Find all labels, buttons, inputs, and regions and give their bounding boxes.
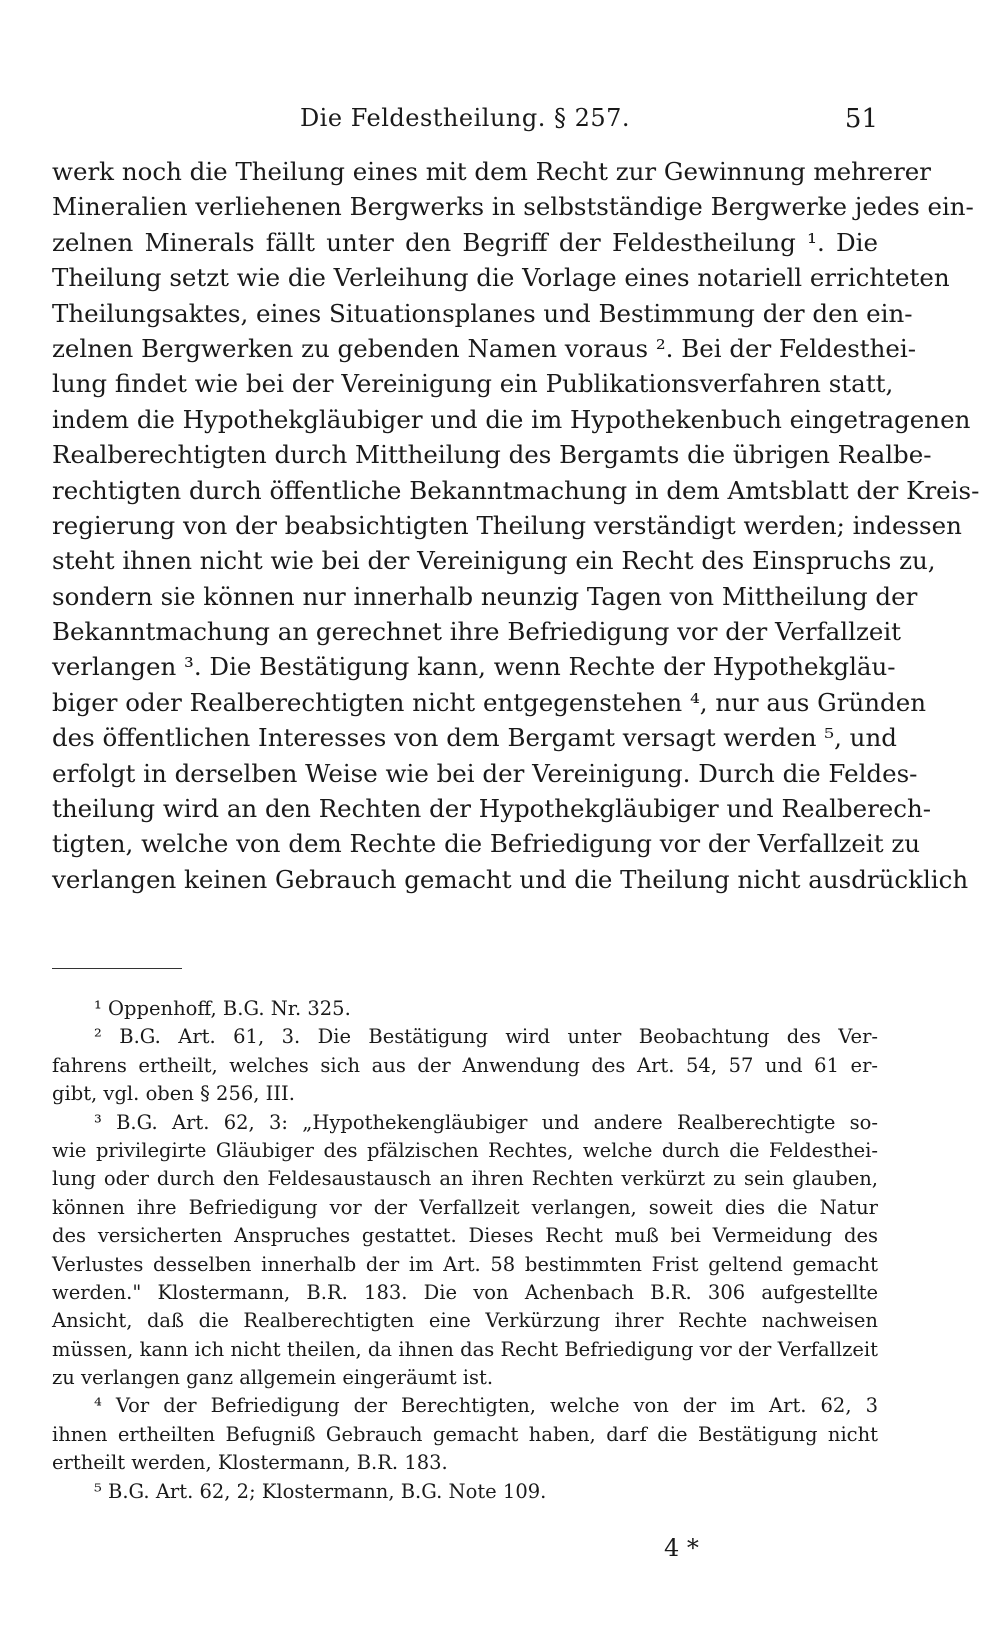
text-line: verlangen keinen Gebrauch gemacht und die Theilung nicht ausdrücklich bbox=[52, 864, 969, 894]
text-line: Realberechtigten durch Mittheilung des Bergamts die übrigen Realbe- bbox=[52, 440, 932, 470]
text-line: Theilung setzt wie die Verleihung die Vorlage eines notariell errichteten bbox=[52, 263, 950, 293]
footnote-line: gibt, vgl. oben § 256, III. bbox=[52, 1082, 295, 1106]
text-line: werk noch die Theilung eines mit dem Recht zur Gewinnung mehrerer bbox=[52, 157, 932, 186]
text-line: lung findet wie bei der Vereinigung ein Publikationsverfahren statt, bbox=[52, 369, 894, 399]
page-header bbox=[52, 104, 878, 144]
footnote-line: wie privilegirte Gläubiger des pfälzischen Rechtes, welche durch die Feldesthei- bbox=[52, 1138, 878, 1162]
text-line: biger oder Realberechtigten nicht entgegenstehen ⁴, nur aus Gründen bbox=[52, 687, 926, 717]
text-line: sondern sie können nur innerhalb neunzig Tagen von Mittheilung der bbox=[52, 581, 918, 611]
footnote-line: Ansicht, daß die Realberechtigten eine Verkürzung ihrer Rechte nachweisen bbox=[52, 1309, 878, 1333]
footnote-line: ertheilt werden, Klostermann, B.R. 183. bbox=[52, 1451, 448, 1475]
text-line: Mineralien verliehenen Bergwerks in selbstständige Bergwerke jedes ein- bbox=[52, 192, 974, 222]
footnote-line: ² B.G. Art. 61, 3. Die Bestätigung wird unter Beobachtung des Ver- bbox=[94, 1025, 878, 1049]
page-number: 51 bbox=[844, 104, 878, 134]
text-line: Bekanntmachung an gerechnet ihre Befriedigung vor der Verfallzeit bbox=[52, 617, 902, 647]
footnote-separator bbox=[52, 968, 182, 969]
text-line: verlangen ³. Die Bestätigung kann, wenn Rechte der Hypothekgläu- bbox=[52, 652, 896, 682]
footnote-line: können ihre Befriedigung vor der Verfallzeit verlangen, soweit dies die Natur bbox=[52, 1195, 878, 1219]
text-line: tigten, welche von dem Rechte die Befriedigung vor der Verfallzeit zu bbox=[52, 829, 921, 859]
footnotes bbox=[52, 995, 878, 1506]
footnote-line: müssen, kann ich nicht theilen, da ihnen das Recht Befriedigung vor der Verfallzeit bbox=[52, 1337, 878, 1361]
main-text bbox=[52, 154, 980, 897]
text-line: rechtigten durch öffentliche Bekanntmachung in dem Amtsblatt der Kreis- bbox=[52, 475, 980, 505]
text-line: erfolgt in derselben Weise wie bei der Vereinigung. Durch die Feldes- bbox=[52, 758, 918, 788]
text-line: Theilungsaktes, eines Situationsplanes und Bestimmung der den ein- bbox=[52, 298, 913, 328]
text-line: des öffentlichen Interesses von dem Bergamt versagt werden ⁵, und bbox=[52, 723, 897, 753]
text-line: zelnen Minerals fällt unter den Begriff der Feldestheilung ¹. Die bbox=[52, 227, 878, 257]
text-line: regierung von der beabsichtigten Theilung verständigt werden; indessen bbox=[52, 510, 962, 540]
footnote-line: des versicherten Anspruches gestattet. Dieses Recht muß bei Vermeidung des bbox=[52, 1224, 878, 1248]
running-head: Die Feldestheilung. § 257. bbox=[299, 104, 631, 132]
text-line: zelnen Bergwerken zu gebenden Namen voraus ². Bei der Feldesthei- bbox=[52, 333, 917, 363]
footnote-line: ³ B.G. Art. 62, 3: „Hypothekengläubiger und andere Realberechtigte so- bbox=[94, 1110, 878, 1134]
text-line: indem die Hypothekgläubiger und die im Hypothekenbuch eingetragenen bbox=[52, 404, 971, 434]
signature-mark: 4 * bbox=[664, 1534, 699, 1562]
footnote-line: zu verlangen ganz allgemein eingeräumt ist. bbox=[52, 1366, 494, 1390]
footnote-line: ¹ Oppenhoff, B.G. Nr. 325. bbox=[94, 997, 351, 1020]
footnote-line: Verlustes desselben innerhalb der im Art. 58 bestimmten Frist geltend gemacht bbox=[52, 1252, 878, 1276]
text-line: theilung wird an den Rechten der Hypothekgläubiger und Realberech- bbox=[52, 794, 932, 824]
footnote-line: ⁴ Vor der Befriedigung der Berechtigten, welche von der im Art. 62, 3 bbox=[94, 1394, 878, 1418]
footnote-line: werden." Klostermann, B.R. 183. Die von Achenbach B.R. 306 aufgestellte bbox=[52, 1280, 878, 1304]
footnote-line: lung oder durch den Feldesaustausch an ihren Rechten verkürzt zu sein glauben, bbox=[52, 1167, 878, 1191]
footnote-line: fahrens ertheilt, welches sich aus der Anwendung des Art. 54, 57 und 61 er- bbox=[52, 1053, 878, 1077]
text-line: steht ihnen nicht wie bei der Vereinigung ein Recht des Einspruchs zu, bbox=[52, 546, 936, 576]
footnote-line: ihnen ertheilten Befugniß Gebrauch gemacht haben, darf die Bestätigung nicht bbox=[52, 1422, 878, 1446]
footnote-line: ⁵ B.G. Art. 62, 2; Klostermann, B.G. Note 109. bbox=[94, 1479, 547, 1503]
